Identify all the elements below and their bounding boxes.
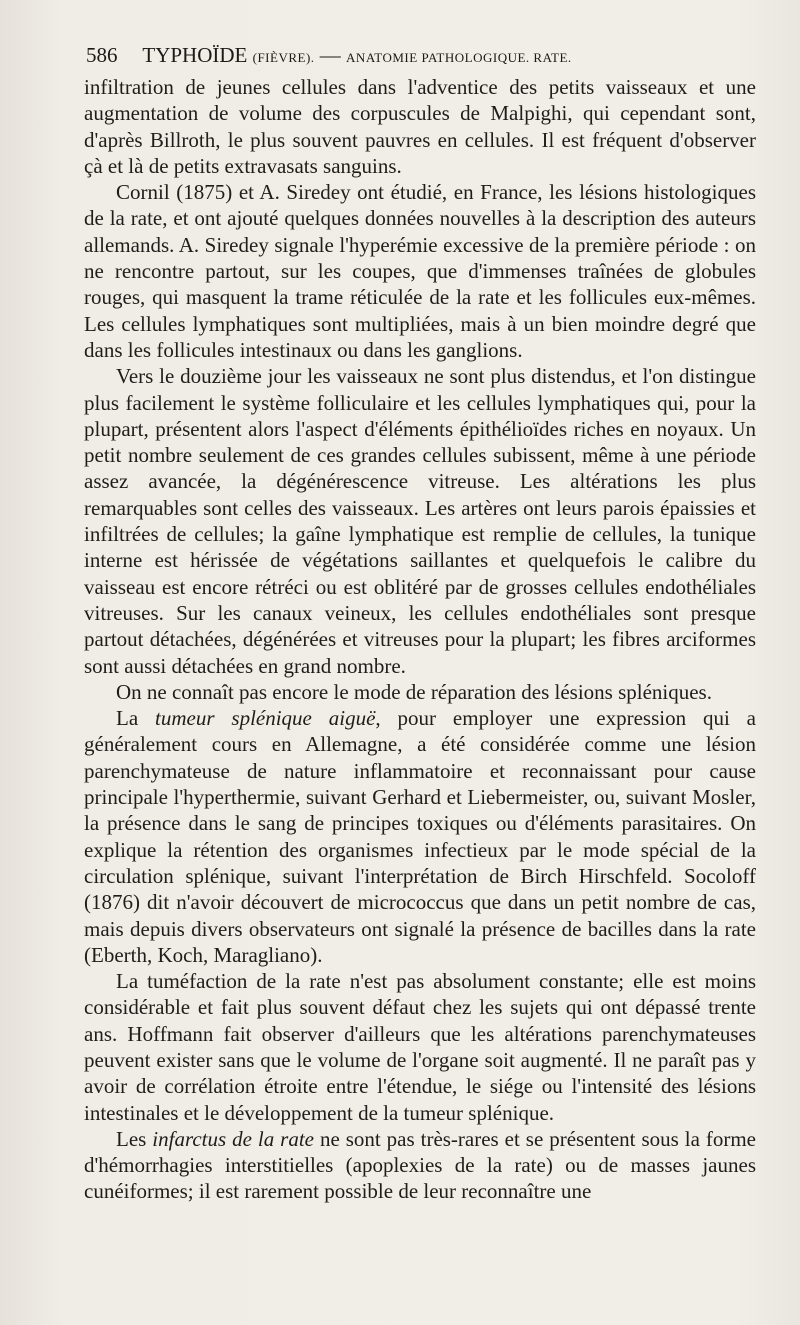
paragraph-4 [84, 679, 756, 705]
running-section: ANATOMIE PATHOLOGIQUE. RATE. [346, 50, 572, 65]
italic-term: tumeur splénique aiguë [155, 706, 376, 731]
paragraph-text: Les [116, 1126, 153, 1151]
paragraph-6 [84, 968, 756, 1126]
paragraph-text: Vers le douzième jour les vaisseaux ne sont plus distendus, et l'on distingue plus facilement le système folliculaire et les cellules lymphatiques qui, pour la plupart, présentent alors l'aspect d'éléments épithélioïdes riches en noyaux. Un petit nombre seulement de ces grandes cellules subissent, même à une période assez avancée, la dégénérescence vitreuse. Les altérations les plus remarquables sont celles des vaisseaux. Les artères ont leurs parois épaissies et infiltrées de cellules; la gaîne lymphatique est remplie de cellules, la tunique interne est hérissée de végétations saillantes et quelquefois le calibre du vaisseau est encore rétréci ou est oblitéré par de grosses cellules endothéliales vitreuses. Sur les canaux veineux, les cellules endothéliales sont presque partout détachées, dégénérées et vitreuses pour la plupart; les fibres arciformes sont aussi détachées en grand nombre. [84, 364, 756, 678]
paragraph-5 [84, 705, 756, 968]
paragraph-text: Cornil (1875) et A. Siredey ont étudié, en France, les lésions histologiques de la rate, et ont ajouté quelques données nouvelles à la description des auteurs allemands. A. Siredey signale l'hyperémie excessive de la première période : on ne rencontre partout, sur les coupes, que d'immenses traînées de globules rouges, qui masquent la trame réticulée de la rate et les follicules eux-mêmes. Les cellules lymphatiques sont multipliées, mais à un bien moindre degré que dans les follicules intestinaux ou dans les ganglions. [84, 180, 756, 362]
page-number: 586 [86, 43, 118, 67]
header-separator: — [319, 43, 341, 67]
paragraph-text: infiltration de jeunes cellules dans l'adventice des petits vaisseaux et une augmentation de volume des corpuscules de Malpighi, qui cependant sont, d'après Billroth, le plus souvent pauvres en cellules. Il est fréquent d'observer çà et là de petits extravasats sanguins. [84, 75, 756, 178]
paragraph-text: On ne connaît pas encore le mode de réparation des lésions spléniques. [116, 679, 712, 704]
running-title: TYPHOÏDE [142, 43, 248, 67]
paragraph-1 [84, 74, 756, 179]
body-text [84, 74, 756, 1205]
paragraph-3 [84, 363, 756, 679]
italic-term: infarctus de la rate [152, 1126, 314, 1151]
paragraph-text: La tuméfaction de la rate n'est pas absolument constante; elle est moins considérable et fait plus souvent défaut chez les sujets qui ont dépassé trente ans. Hoffmann fait observer d'ailleurs que les altérations parenchymateuses peuvent exister sans que le volume de l'organe soit augmenté. Il ne paraît pas y avoir de corrélation étroite entre l'étendue, le siége ou l'intensité des lésions intestinales et le développement de la tumeur splénique. [84, 969, 756, 1125]
paragraph-text: La [116, 706, 156, 731]
running-head [86, 40, 756, 70]
paragraph-2 [84, 179, 756, 363]
running-subtitle: (FIÈVRE). [252, 50, 315, 65]
paragraph-7 [84, 1126, 756, 1205]
paragraph-text: ne sont pas très-rares et se présentent sous la forme d'hémorrhagies interstitielles (apoplexies de la rate) ou de masses jaunes cunéiformes; il est rarement possible de leur reconnaître une [84, 1126, 756, 1204]
paragraph-text: , pour employer une expression qui a généralement cours en Allemagne, a été considérée comme une lésion parenchymateuse de nature inflammatoire et reconnaissant pour cause principale l'hyperthermie, suivant Gerhard et Liebermeister, ou, suivant Mosler, la présence dans le sang de principes toxiques ou d'éléments parasitaires. On explique la rétention des organismes infectieux par le mode spécial de la circulation splénique, suivant l'interprétation de Birch Hirschfeld. Socoloff (1876) dit n'avoir découvert de micrococcus que dans un petit nombre de cas, mais depuis divers observateurs ont signalé la présence de bacilles dans la rate (Eberth, Koch, Maragliano). [84, 706, 756, 967]
